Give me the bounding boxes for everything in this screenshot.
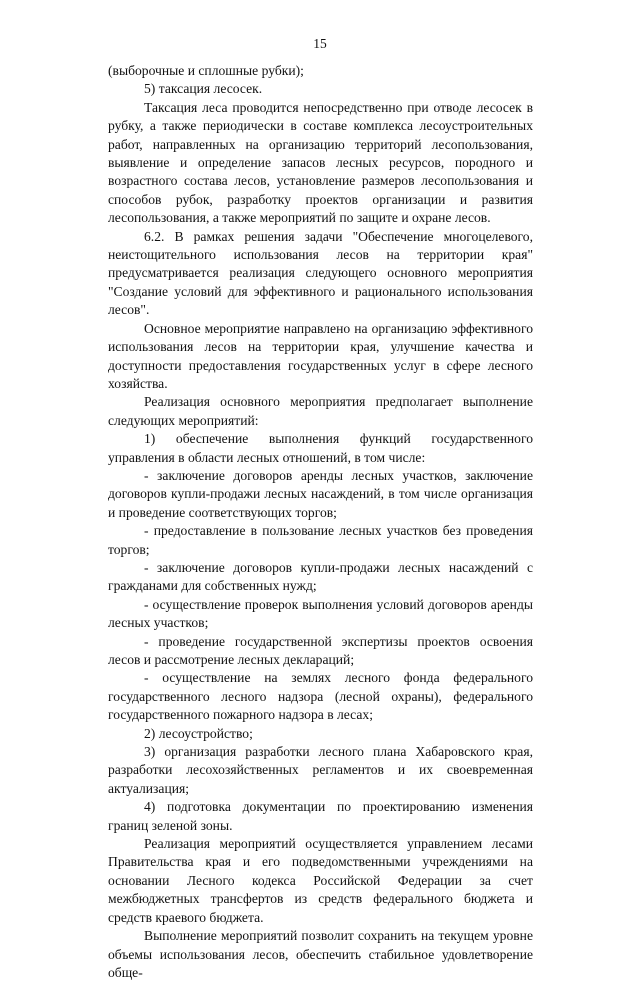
paragraph: 2) лесоустройство; [144, 725, 253, 741]
paragraph: Выполнение мероприятий позволит сохранить на текущем уровне объемы использования лесов, обеспечить стабильное удовлетворение обще- [108, 928, 533, 980]
paragraph: Реализация мероприятий осуществляется управлением лесами Правительства края и его подведомственными учреждениями на основании Лесного кодекса Российской Федерации за счет межбюджетных трансфертов из средств федерального бюджета и средств краевого бюджета. [108, 836, 533, 925]
list-item: - заключение договоров аренды лесных участков, заключение договоров купли-продажи лесных насаждений, в том числе организация и проведение соответствующих торгов; [108, 467, 533, 520]
list-item: - предоставление в пользование лесных участков без проведения торгов; [108, 523, 533, 557]
paragraph: (выборочные и сплошные рубки); [108, 63, 304, 78]
page-number: 15 [313, 36, 327, 51]
paragraph: Таксация леса проводится непосредственно при отводе лесосек в рубку, а также периодически в составе комплекса лесоустроительных работ, направленных на организацию территорий лесопользования, выявление и определение запасов лесных ресурсов, породного и возрастного состава лесов, установление размеров лесопользования и способов рубок, разработку проектов организации и развития лесопользования, а также мероприятий по защите и охране лесов. [108, 99, 533, 226]
list-item: - осуществление на землях лесного фонда федерального государственного лесного надзора (лесной охраны), федерального государственного пожарного надзора в лесах; [108, 670, 533, 723]
document-body [108, 62, 533, 982]
paragraph: 6.2. В рамках решения задачи "Обеспечение многоцелевого, неистощительного использования лесов на территории края" предусматривается реализация следующего основного мероприятия "Создание условий для эффективного и рационального использования лесов". [108, 228, 533, 318]
paragraph: Основное мероприятие направлено на организацию эффективного использования лесов на территории края, улучшение качества и доступности предоставления государственных услуг в сфере лесного хозяйства. [108, 320, 533, 391]
paragraph: 1) обеспечение выполнения функций государственного управления в области лесных отношений, в том числе: [108, 431, 533, 465]
paragraph: 5) таксация лесосек. [144, 81, 263, 97]
list-item: - заключение договоров купли-продажи лесных насаждений с гражданами для собственных нужд; [108, 559, 533, 594]
paragraph: Реализация основного мероприятия предполагает выполнение следующих мероприятий: [108, 394, 533, 428]
list-item: - осуществление проверок выполнения условий договоров аренды лесных участков; [108, 596, 533, 631]
paragraph: 3) организация разработки лесного плана Хабаровского края, разработки лесохозяйственных регламентов и их своевременная актуализация; [108, 744, 533, 796]
list-item: - проведение государственной экспертизы проектов освоения лесов и рассмотрение лесных деклараций; [108, 633, 533, 667]
paragraph: 4) подготовка документации по проектированию изменения границ зеленой зоны. [108, 799, 533, 833]
